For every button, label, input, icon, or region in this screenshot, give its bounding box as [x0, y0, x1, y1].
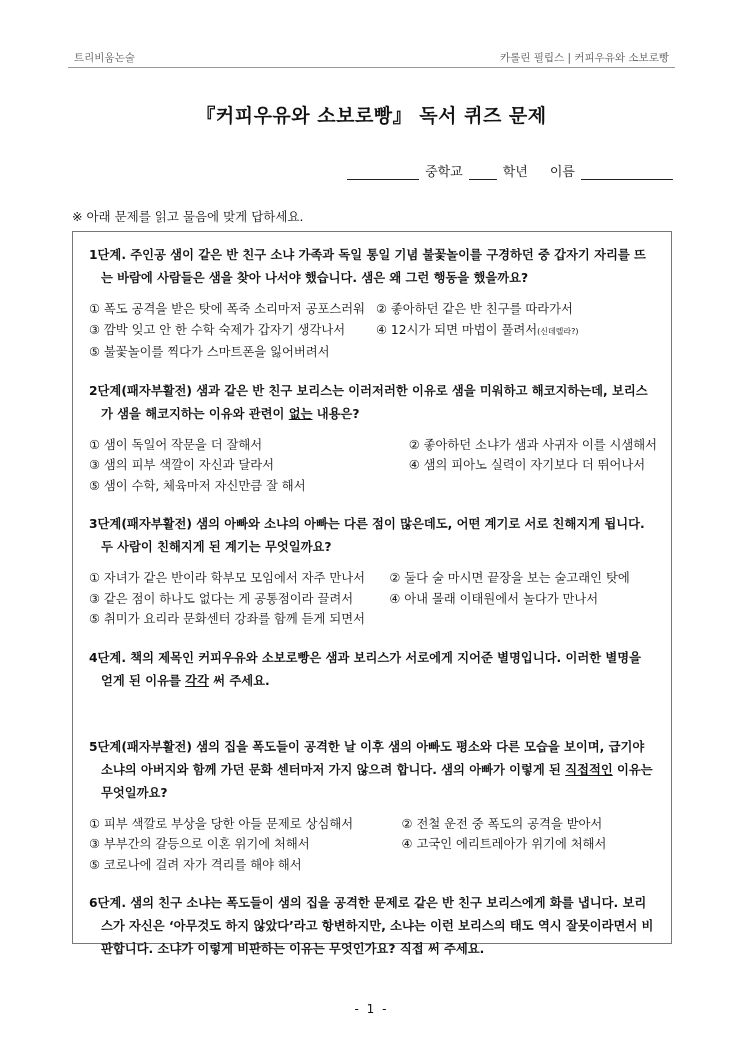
q5-option-5: ⑤ 코로나에 걸려 자가 격리를 해야 해서	[89, 857, 302, 872]
header-left-text: 트리비움논술	[74, 52, 135, 64]
question-3-options	[89, 568, 657, 630]
q1-option-4: ④ 12시가 되면 마법이 풀려서(신데렐라?)	[376, 322, 579, 337]
question-1: 1단계. 주인공 샘이 같은 반 친구 소냐 가족과 독일 통일 기념 불꽃놀이를 구경하던 중 갑자기 자리를 뜨는 바람에 사람들은 샘을 찾아 나서야 했습니다. 샘은 왜 그런 행동을 했을까요?	[89, 248, 646, 285]
question-3: 3단계(패자부활전) 샘의 아빠와 소냐의 아빠는 다른 점이 많은데도, 어떤 계기로 서로 친해지게 됩니다. 두 사람이 친해지게 된 계기는 무엇일까요?	[89, 517, 645, 554]
page-number: - 1 -	[354, 1002, 389, 1016]
q5-underline: 직접적인	[565, 762, 613, 777]
q2-option-4: ④ 샘의 피아노 실력이 자기보다 더 뛰어나서	[408, 458, 646, 472]
question-6: 6단계. 샘의 친구 소냐는 폭도들이 샘의 집을 공격한 문제로 같은 반 친구 보리스에게 화를 냅니다. 보리스가 자신은 ‘아무것도 하지 않았다’라고 항변하지만, 소냐는 이런 보리스의 태도 역시 잘못이라면서 비판합니다. 소냐가 이렇게 비판하는 이유는 무엇인가요? 직접 써 주세요.	[89, 896, 654, 956]
q3-option-5: ⑤ 취미가 요리라 문화센터 강좌를 함께 듣게 되면서	[89, 612, 365, 626]
q1-option-1: ① 폭도 공격을 받은 탓에 폭죽 소리마저 공포스러워	[89, 302, 365, 316]
q5-option-3: ③ 부부간의 갈등으로 이혼 위기에 처해서	[89, 837, 310, 851]
q1-option-5: ⑤ 불꽃놀이를 찍다가 스마트폰을 잃어버려서	[89, 345, 330, 359]
school-label: 중학교	[425, 165, 463, 180]
q2-option-2: ② 좋아하던 소냐가 샘과 사귀자 이를 시샘해서	[408, 437, 657, 452]
question-5-options	[89, 814, 657, 876]
q3-option-1: ① 자녀가 같은 반이라 학부모 모임에서 자주 만나서	[89, 571, 365, 585]
name-blank	[581, 166, 673, 180]
question-1-options	[89, 299, 657, 363]
header-right-text: 카롤린 필립스 | 커피우유와 소보로빵	[499, 52, 669, 64]
instruction-text: ※ 아래 문제를 읽고 물음에 맞게 답하세요.	[72, 209, 304, 224]
page-title: 『커피우유와 소보로빵』 독서 퀴즈 문제	[196, 105, 547, 127]
question-2: 2단계(패자부활전) 샘과 같은 반 친구 보리스는 이러저러한 이유로 샘을 미워하고 해코지하는데, 보리스가 샘을 해코지하는 이유와 관련이 없는 내용은?	[89, 383, 648, 421]
q2-option-3: ③ 샘의 피부 색깔이 자신과 달라서	[89, 458, 274, 472]
q3-option-4: ④ 아내 몰래 이태원에서 놀다가 만나서	[389, 591, 599, 606]
q5-option-2: ② 전철 운전 중 폭도의 공격을 받아서	[401, 816, 603, 831]
q3-option-2: ② 둘다 술 마시면 끝장을 보는 술고래인 탓에	[389, 571, 630, 585]
grade-label: 학년	[502, 165, 528, 180]
q2-underline: 없는	[288, 406, 313, 421]
q2-option-5: ⑤ 샘이 수학, 체육마저 자신만큼 잘 해서	[89, 478, 306, 493]
q4-underline: 각각	[185, 673, 209, 688]
quiz-box	[72, 231, 672, 956]
name-label: 이름	[549, 165, 575, 180]
grade-blank	[469, 166, 497, 180]
q1-option-2: ② 좋아하던 같은 반 친구를 따라가서	[376, 302, 573, 316]
q1-option-3: ③ 깜박 잊고 안 한 수학 숙제가 갑자기 생각나서	[89, 322, 346, 337]
student-info-line	[347, 161, 673, 180]
question-4: 4단계. 책의 제목인 커피우유와 소보로빵은 샘과 보리스가 서로에게 지어준 별명입니다. 이러한 별명을 얻게 된 이유를 각각 써 주세요.	[89, 650, 642, 688]
q2-option-1: ① 샘이 독일어 작문을 더 잘해서	[89, 437, 263, 452]
q5-option-1: ① 피부 색깔로 부상을 당한 아들 문제로 상심해서	[89, 816, 354, 831]
q3-option-3: ③ 같은 점이 하나도 없다는 게 공통점이라 끌려서	[89, 591, 354, 606]
school-blank	[347, 166, 419, 180]
q1-option-4-note: (신데렐라?)	[537, 326, 579, 336]
question-5: 5단계(패자부활전) 샘의 집을 폭도들이 공격한 날 이후 샘의 아빠도 평소와 다른 모습을 보이며, 급기야 소냐의 아버지와 함께 가던 문화 센터마저 가지 않으려 합니다. 샘의 아빠가 이렇게 된 직접적인 이유는 무엇일까요?	[89, 739, 653, 800]
question-2-options	[89, 435, 657, 497]
q5-option-4: ④ 고국인 에리트레아가 위기에 처해서	[401, 837, 607, 851]
header-divider	[68, 67, 675, 68]
